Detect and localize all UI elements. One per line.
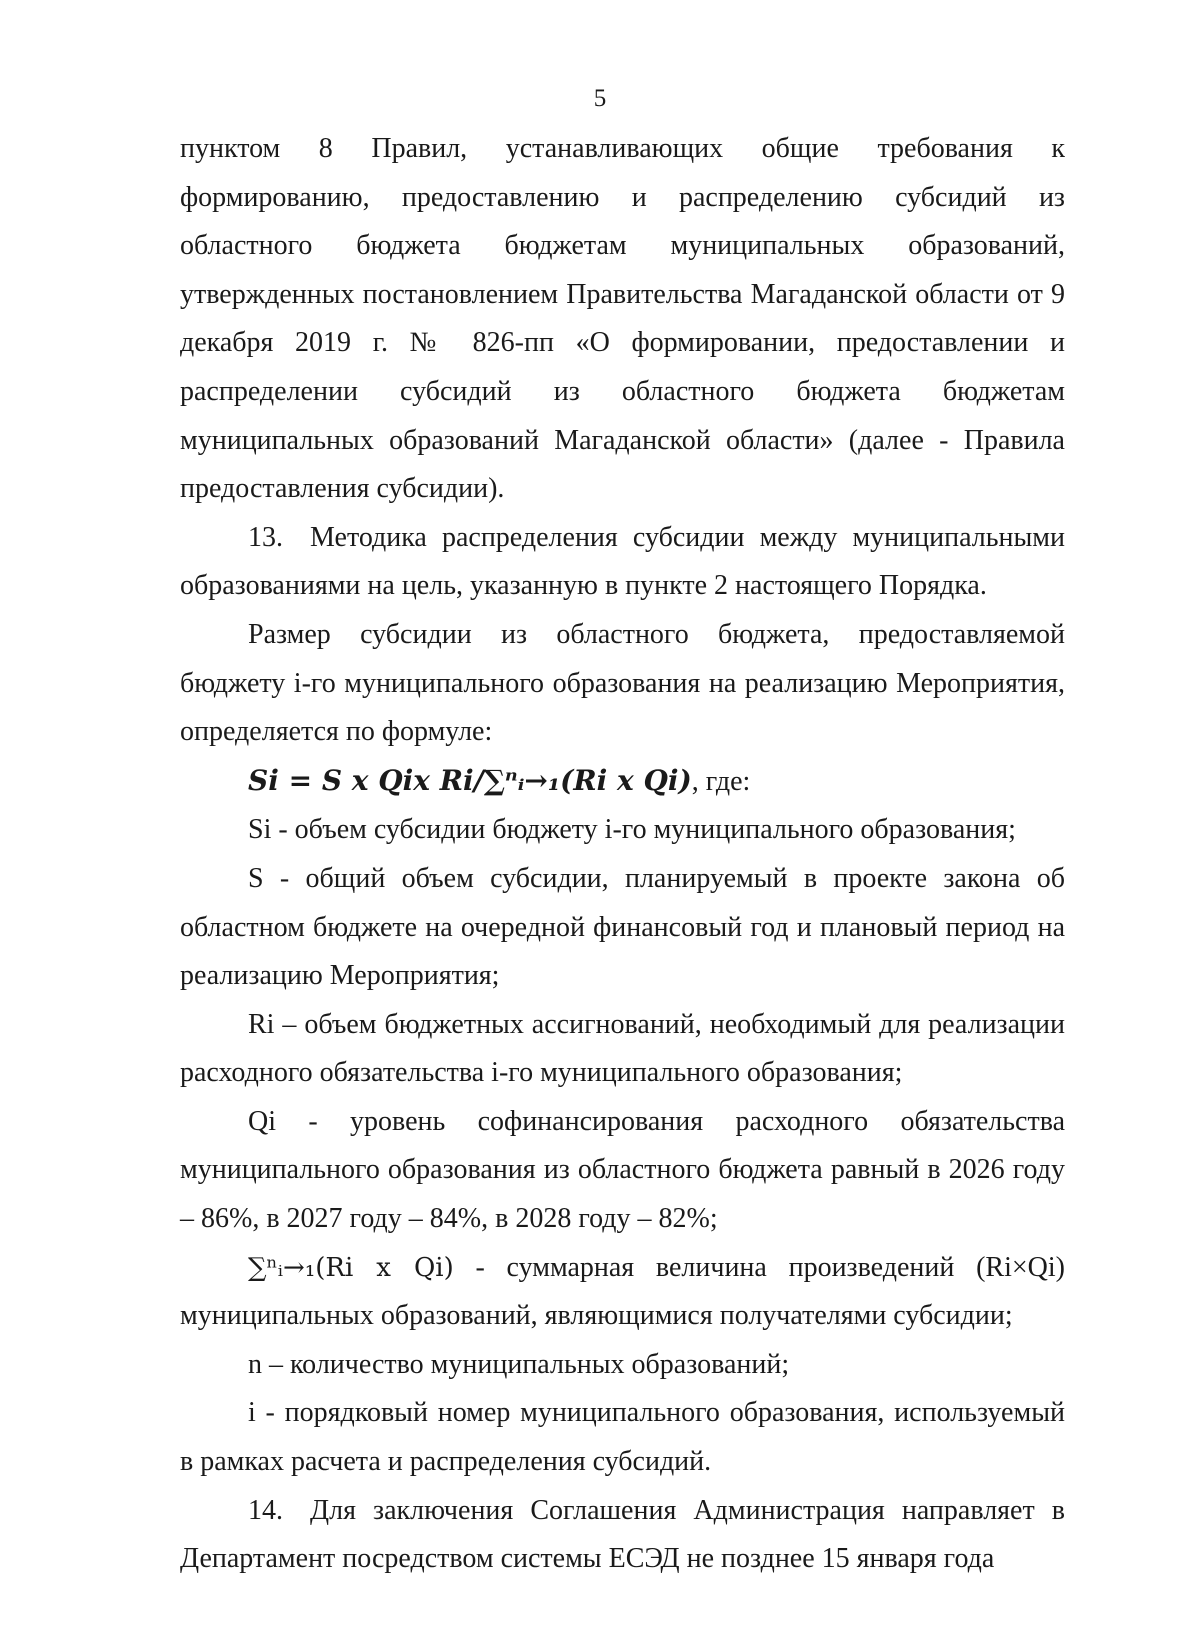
document-body [180,125,1065,1584]
item-13-number: 13. [248,521,283,553]
definition-n: n – количество муниципальных образований; [248,1348,790,1380]
item-14 [180,1487,1065,1584]
definition-ri: Ri – объем бюджетных ассигнований, необходимый для реализации расходного обязательства i-го муниципального образования; [180,1008,1065,1089]
definition-si: Si - объем субсидии бюджету i-го муниципального образования; [248,814,1016,846]
formula-tail: , где: [691,765,751,797]
paragraph-rules-reference: пунктом 8 Правил, устанавливающих общие требования к формированию, предоставлению и распределению субсидий из областного бюджета бюджетам муниципальных образований, утвержденных постановлением Правительства Магаданской области от 9 декабря 2019 г. № 826-пп «О формировании, предоставлении и распределении субсидий из областного бюджета бюджетам муниципальных образований Магаданской области» (далее - Правила предоставления субсидии). [180,133,1065,505]
item-14-text: Для заключения Соглашения Администрация направляет в Департамент посредством системы ЕСЭД не позднее 15 января года [180,1494,1065,1575]
page-number: 5 [593,85,607,112]
paragraph-subsidy-size: Размер субсидии из областного бюджета, предоставляемой бюджету i-го муниципального образования на реализацию Мероприятия, определяется по формуле: [180,618,1065,748]
definition-s: S - общий объем субсидии, планируемый в проекте закона об областном бюджете на очередной финансовый год и плановый период на реализацию Мероприятия; [180,862,1065,992]
item-14-number: 14. [248,1494,283,1526]
definition-sum-text: - суммарная величина произведений (Ri×Qi) муниципальных образований, являющимися получателями субсидии; [180,1251,1065,1332]
item-13-text: Методика распределения субсидии между муниципальными образованиями на цель, указанную в пункте 2 настоящего Порядка. [180,521,1065,602]
formula-expression: Si = S x Qix Ri/∑ⁿᵢ→₁(Ri x Qi) [248,763,692,797]
formula [180,757,1065,807]
definition-qi: Qi - уровень софинансирования расходного обязательства муниципального образования из областного бюджета равный в 2026 году – 86%, в 2027 году – 84%, в 2028 году – 82%; [180,1105,1065,1235]
item-13 [180,514,1065,611]
sum-symbol: ∑ⁿᵢ→₁(Ri x Qi) [248,1252,454,1283]
definition-sum [180,1244,1065,1341]
definition-i: i - порядковый номер муниципального образования, используемый в рамках расчета и распределения субсидий. [180,1397,1065,1478]
